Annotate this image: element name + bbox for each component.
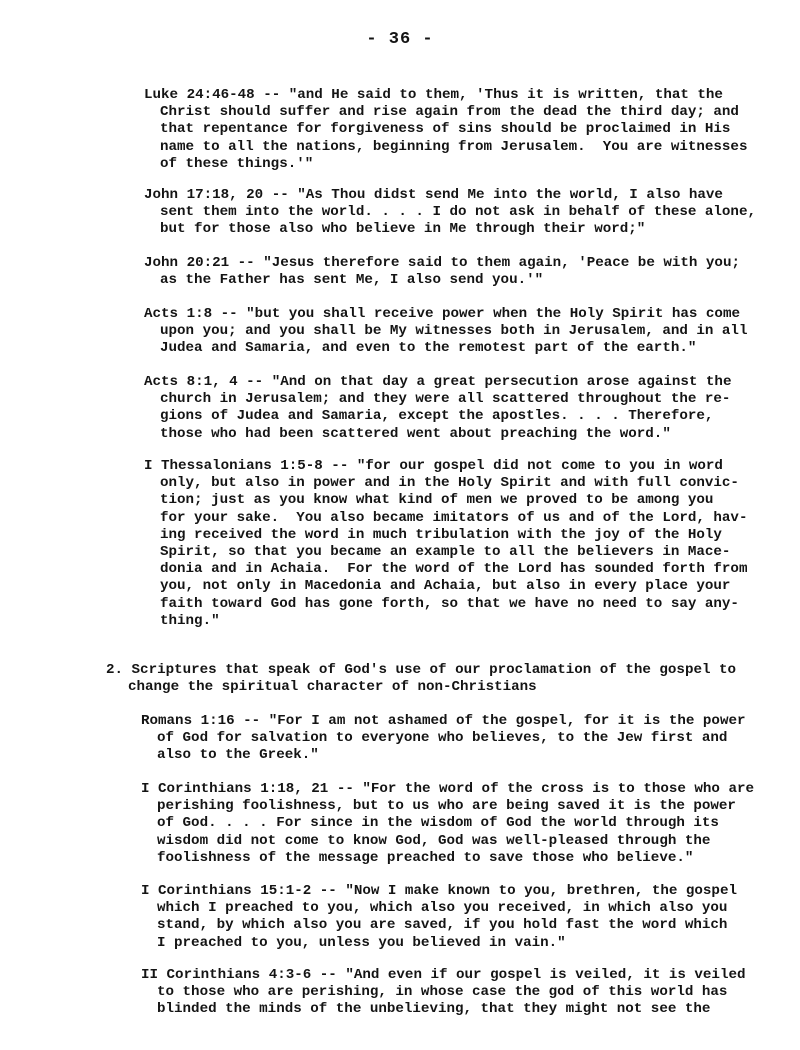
quote-line: perishing foolishness, but to us who are being saved it is the power <box>157 798 736 815</box>
quote-line: foolishness of the message preached to save those who believe." <box>157 849 694 866</box>
quote-line: I preached to you, unless you believed in vain." <box>157 934 566 951</box>
quote-line: name to all the nations, beginning from Jerusalem. You are witnesses <box>160 138 748 155</box>
quote-line: which I preached to you, which also you received, in which also you <box>157 900 728 917</box>
quote-line: only, but also in power and in the Holy Spirit and with full convic- <box>160 475 739 492</box>
quote-line: upon you; and you shall be My witnesses both in Jerusalem, and in all <box>160 323 748 340</box>
quote-line: Spirit, so that you became an example to all the believers in Mace- <box>160 544 731 561</box>
quote-line: Luke 24:46-48 -- "and He said to them, 'Thus it is written, that the <box>144 87 723 103</box>
quote-line: church in Jerusalem; and they were all scattered throughout the re- <box>160 391 731 408</box>
quote-line: ing received the word in much tribulation with the joy of the Holy <box>160 526 722 543</box>
scripture-quote-romans <box>141 713 746 765</box>
quote-line: Romans 1:16 -- "For I am not ashamed of the gospel, for it is the power <box>141 713 746 729</box>
quote-line: as the Father has sent Me, I also send you.'" <box>160 272 544 289</box>
scripture-quote-acts-1 <box>144 306 747 358</box>
scripture-quote-luke <box>144 87 747 173</box>
quote-line: faith toward God has gone forth, so that we have no need to say any- <box>160 595 739 612</box>
quote-line: thing." <box>160 612 220 629</box>
quote-line: tion; just as you know what kind of men we proved to be among you <box>160 492 714 509</box>
quote-line: but for those also who believe in Me through their word;" <box>160 221 646 238</box>
section-heading <box>106 662 736 696</box>
quote-line: John 20:21 -- "Jesus therefore said to them again, 'Peace be with you; <box>144 255 740 271</box>
quote-line: that repentance for forgiveness of sins should be proclaimed in His <box>160 121 731 138</box>
quote-line: those who had been scattered went about preaching the word." <box>160 425 671 442</box>
quote-line: blinded the minds of the unbelieving, that they might not see the <box>157 1001 711 1018</box>
quote-line: Christ should suffer and rise again from the dead the third day; and <box>160 104 739 121</box>
quote-line: II Corinthians 4:3-6 -- "And even if our gospel is veiled, it is veiled <box>141 967 746 983</box>
scripture-quote-1-corinthians-1 <box>141 781 754 867</box>
quote-line: Acts 8:1, 4 -- "And on that day a great persecution arose against the <box>144 374 732 390</box>
section-heading-line: 2. Scriptures that speak of God's use of our proclamation of the gospel to <box>106 662 737 678</box>
quote-line: Acts 1:8 -- "but you shall receive power when the Holy Spirit has come <box>144 306 740 322</box>
quote-line: to those who are perishing, in whose case the god of this world has <box>157 984 728 1001</box>
quote-line: of God for salvation to everyone who believes, to the Jew first and <box>157 730 728 747</box>
quote-line: Judea and Samaria, and even to the remotest part of the earth." <box>160 340 697 357</box>
scripture-quote-acts-8 <box>144 374 731 443</box>
quote-line: John 17:18, 20 -- "As Thou didst send Me into the world, I also have <box>144 187 723 203</box>
quote-line: of God. . . . For since in the wisdom of God the world through its <box>157 815 719 832</box>
quote-line: gions of Judea and Samaria, except the apostles. . . . Therefore, <box>160 408 714 425</box>
scripture-quote-2-corinthians-4 <box>141 967 746 1019</box>
page-number: - 36 - <box>366 30 434 49</box>
quote-line: also to the Greek." <box>157 747 319 764</box>
quote-line: of these things.'" <box>160 155 314 172</box>
quote-line: sent them into the world. . . . I do not ask in behalf of these alone, <box>160 204 756 221</box>
section-heading-line: change the spiritual character of non-Christians <box>128 679 537 696</box>
quote-line: I Thessalonians 1:5-8 -- "for our gospel did not come to you in word <box>144 458 723 474</box>
quote-line: I Corinthians 15:1-2 -- "Now I make known to you, brethren, the gospel <box>141 883 737 899</box>
quote-line: stand, by which also you are saved, if you hold fast the word which <box>157 917 728 934</box>
scripture-quote-john-17 <box>144 187 756 239</box>
scripture-quote-john-20 <box>144 255 740 289</box>
quote-line: I Corinthians 1:18, 21 -- "For the word of the cross is to those who are <box>141 781 754 797</box>
quote-line: wisdom did not come to know God, God was well-pleased through the <box>157 832 711 849</box>
quote-line: for your sake. You also became imitators of us and of the Lord, hav- <box>160 509 748 526</box>
quote-line: you, not only in Macedonia and Achaia, but also in every place your <box>160 578 731 595</box>
scripture-quote-1-corinthians-15 <box>141 883 737 952</box>
quote-line: donia and in Achaia. For the word of the Lord has sounded forth from <box>160 561 748 578</box>
scripture-quote-1-thessalonians <box>144 458 747 630</box>
